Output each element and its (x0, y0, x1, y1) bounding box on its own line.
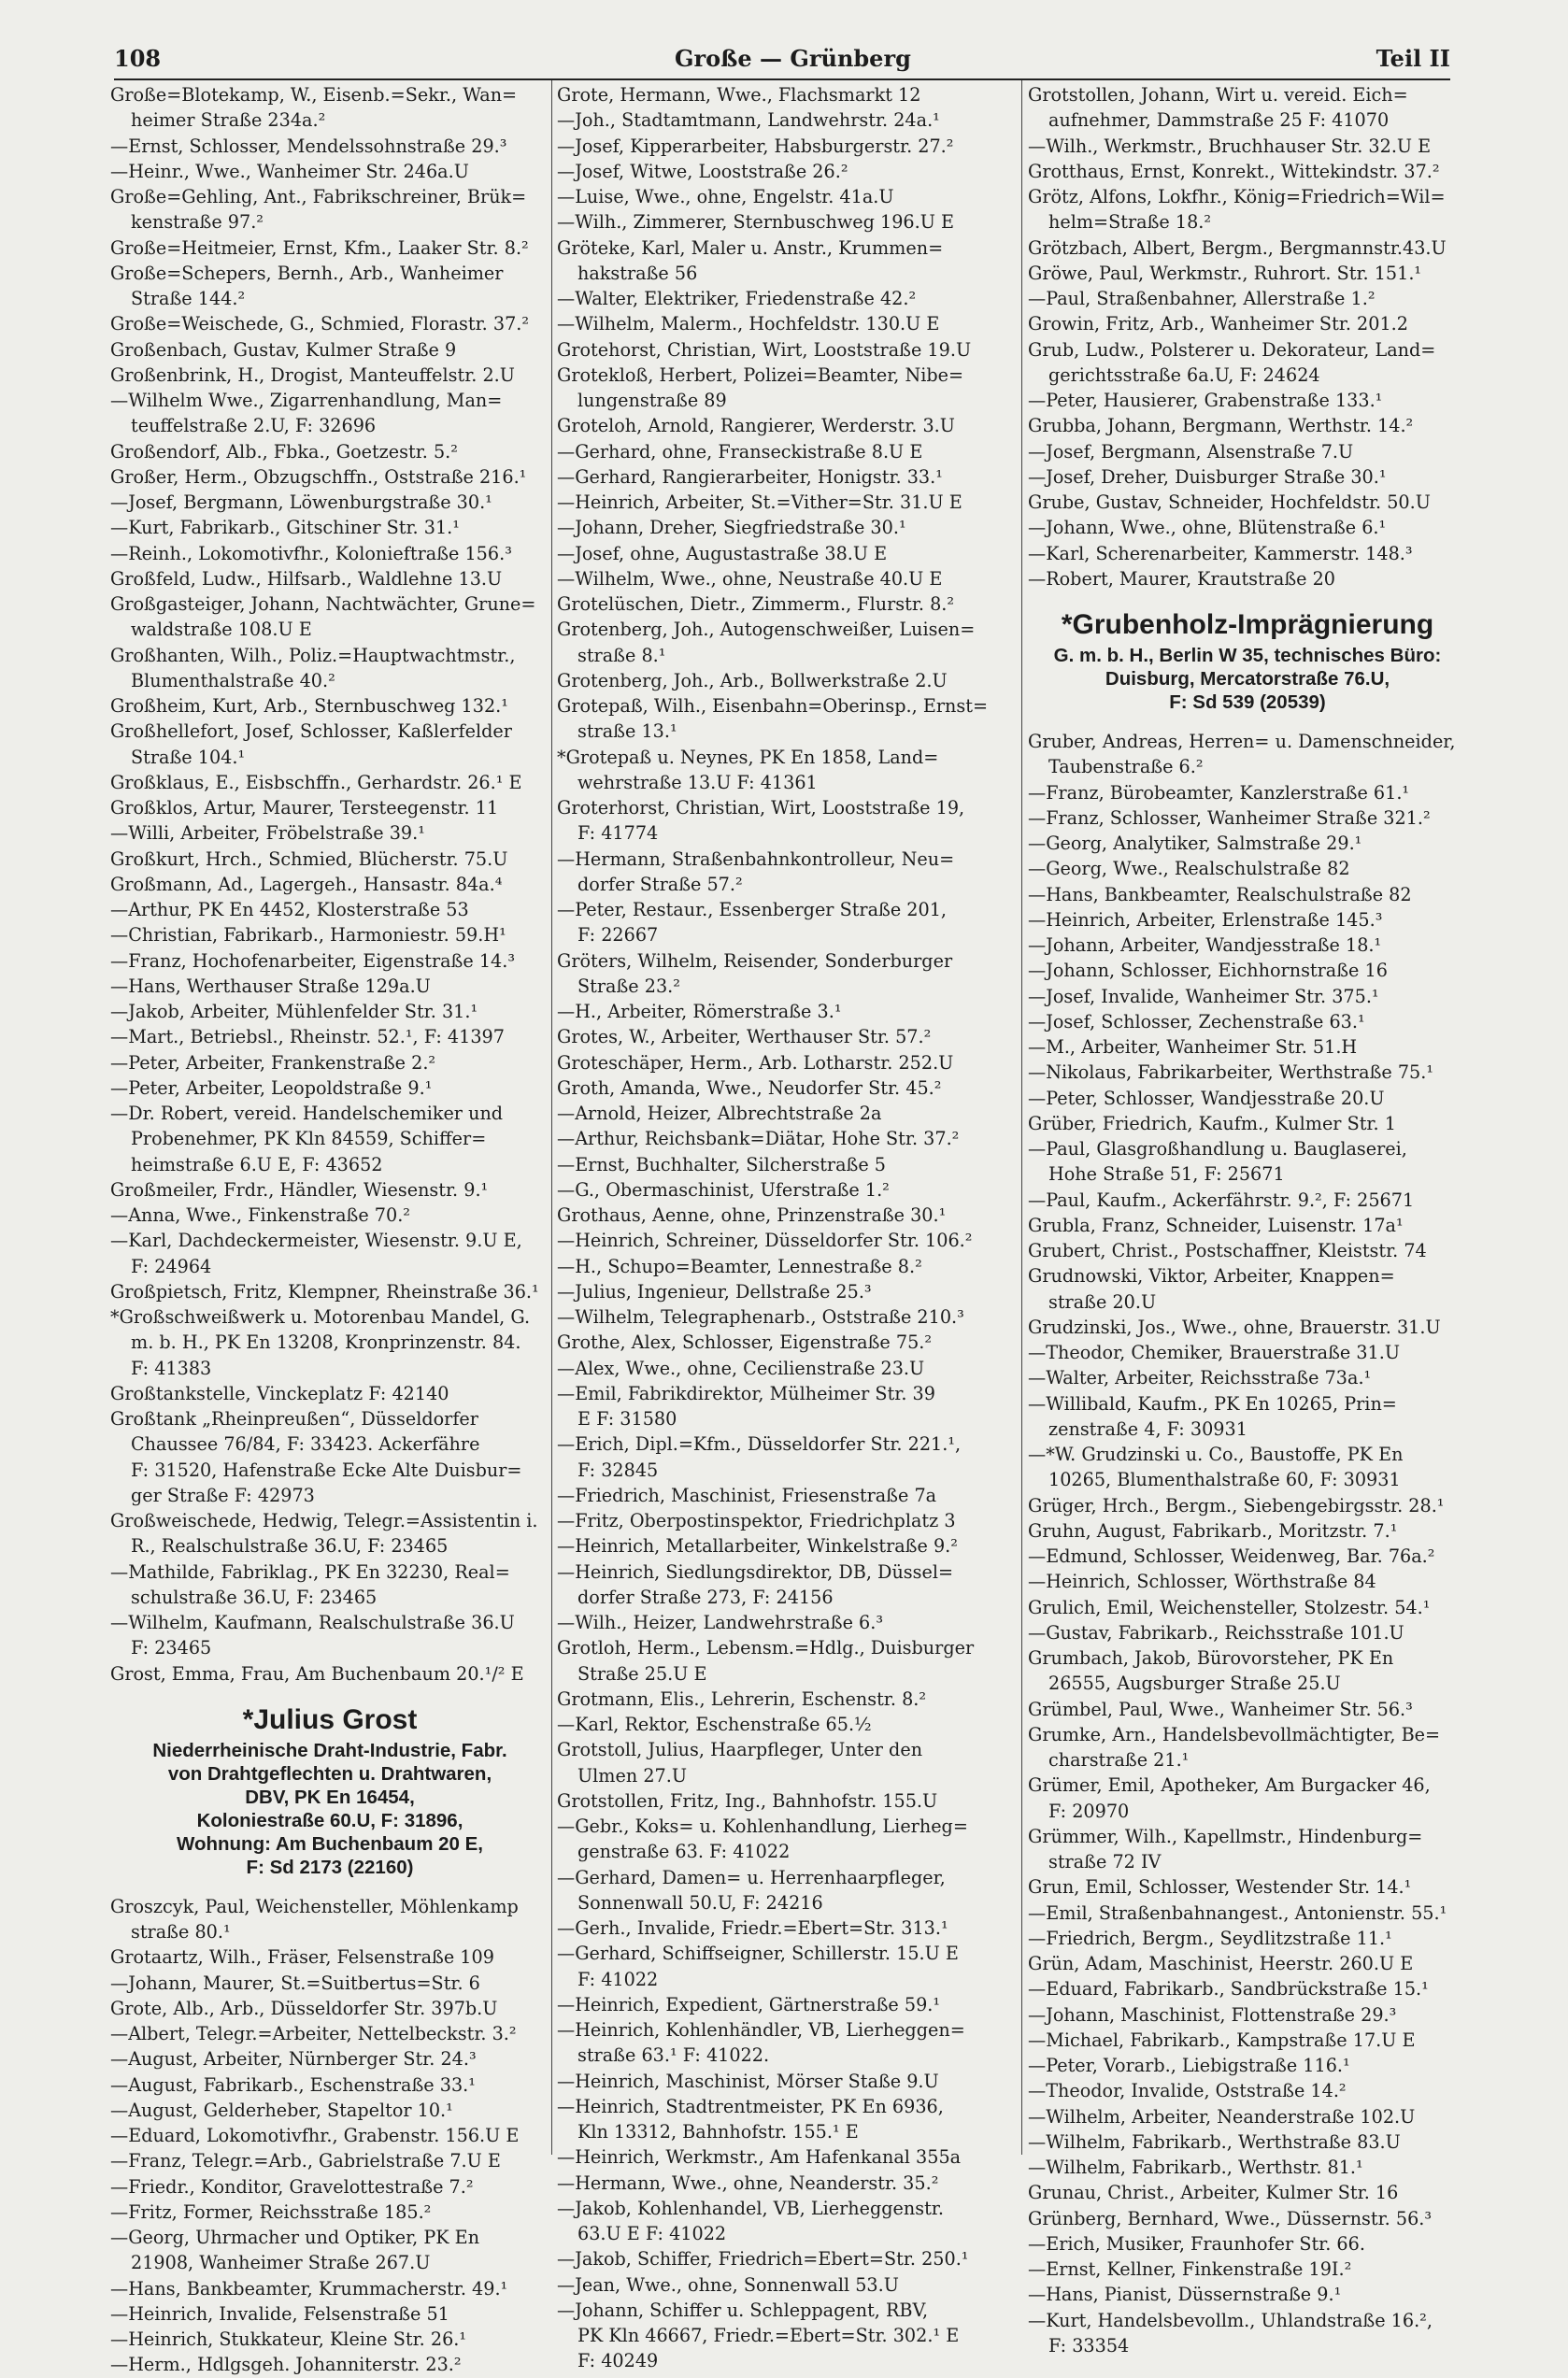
directory-entry: Groteloh, Arnold, Rangierer, Werderstr. 3.U (557, 415, 955, 437)
directory-entry: Großheim, Kurt, Arb., Sternbuschweg 132.¹ (110, 695, 508, 717)
directory-entry: Grubert, Christ., Postschaffner, Kleiststr. 74 (1028, 1240, 1427, 1261)
directory-entry: —Gerhard, Schiffseigner, Schillerstr. 15.U E (557, 1943, 959, 1965)
directory-entry: —Heinrich, Expedient, Gärtnerstraße 59.¹ (557, 1993, 941, 2015)
directory-entry: Grubba, Johann, Bergmann, Werthstr. 14.² (1028, 415, 1414, 437)
directory-entry: —Christian, Fabrikarb., Harmoniestr. 59.H¹ (110, 924, 506, 947)
directory-entry: —H., Arbeiter, Römerstraße 3.¹ (557, 1001, 842, 1022)
directory-entry: —Eduard, Fabrikarb., Sandbrückstraße 15.¹ (1028, 1978, 1429, 2001)
directory-entry: Grotenberg, Joh., Autogenschweißer, Luisen= (557, 619, 976, 641)
directory-entry: —Jakob, Arbeiter, Mühlenfelder Str. 31.¹ (110, 1001, 478, 1022)
directory-entry: kenstraße 97.² (131, 211, 264, 234)
directory-entry: —Heinrich, Arbeiter, St.=Vither=Str. 31.U E (557, 491, 962, 513)
directory-entry: —Johann, Maurer, St.=Suitbertus=Str. 6 (110, 1972, 480, 1994)
directory-entry: Große=Heitmeier, Ernst, Kfm., Laaker Str. 8.² (110, 236, 529, 259)
directory-entry: —Reinh., Lokomotivfhr., Kolonieftraße 156.³ (110, 542, 512, 564)
directory-entry: —Joh., Stadtamtmann, Landwehrstr. 24a.¹ (557, 109, 940, 132)
directory-entry: Grub, Ludw., Polsterer u. Dekorateur, Land= (1028, 338, 1436, 361)
directory-entry: —Wilh., Werkmstr., Bruchhauser Str. 32.U E (1028, 135, 1432, 157)
directory-entry: Große=Weischede, G., Schmied, Florastr. 37.² (110, 313, 530, 335)
directory-entry: 21908, Wanheimer Straße 267.U (131, 2252, 431, 2274)
directory-entry: —Gerhard, ohne, Franseckistraße 8.U E (557, 440, 923, 463)
directory-entry: Grotthaus, Ernst, Konrekt., Wittekindstr. 37.² (1028, 160, 1440, 182)
directory-entry: —Johann, Wwe., ohne, Blütenstraße 6.¹ (1028, 517, 1387, 539)
directory-entry: Grotes, W., Arbeiter, Werthauser Str. 57.² (557, 1026, 932, 1048)
directory-entry: Gröwe, Paul, Werkmstr., Ruhrort. Str. 151.¹ (1028, 262, 1422, 284)
directory-entry: —Franz, Bürobeamter, Kanzlerstraße 61.¹ (1028, 781, 1410, 804)
directory-entry: —H., Schupo=Beamter, Lennestraße 8.² (557, 1255, 922, 1277)
directory-entry: ger Straße F: 42973 (131, 1484, 315, 1506)
directory-entry: —Mathilde, Fabriklag., PK En 32230, Real= (110, 1560, 510, 1583)
directory-entry: waldstraße 108.U E (131, 619, 312, 641)
directory-entry: Grothe, Alex, Schlosser, Eigenstraße 75.² (557, 1331, 933, 1354)
page-header (114, 41, 1450, 75)
directory-entry: E F: 31580 (577, 1408, 677, 1430)
directory-entry: —August, Gelderheber, Stapeltor 10.¹ (110, 2099, 453, 2121)
directory-entry: —Luise, Wwe., ohne, Engelstr. 41a.U (557, 186, 894, 207)
directory-entry: —Theodor, Chemiker, Brauerstraße 31.U (1028, 1342, 1401, 1363)
directory-entry: —Heinrich, Schlosser, Wörthstraße 84 (1028, 1571, 1376, 1593)
directory-entry: —August, Arbeiter, Nürnberger Str. 24.³ (110, 2048, 477, 2071)
directory-entry: F: 40249 (577, 2350, 659, 2372)
directory-entry: —Georg, Uhrmacher und Optiker, PK En (110, 2227, 480, 2248)
directory-entry: F: 33354 (1048, 2334, 1130, 2357)
directory-entry: —Emil, Fabrikdirektor, Mülheimer Str. 39 (557, 1382, 935, 1404)
directory-entry: —Erich, Dipl.=Kfm., Düsseldorfer Str. 221.¹, (557, 1433, 962, 1456)
directory-entry: —Peter, Hausierer, Grabenstraße 133.¹ (1028, 390, 1383, 411)
directory-entry: Straße 23.² (577, 975, 680, 997)
directory-entry: —Paul, Kaufm., Ackerfährstr. 9.², F: 25671 (1028, 1189, 1415, 1211)
advertisement (110, 1687, 549, 1894)
directory-entry: —Josef, Dreher, Duisburger Straße 30.¹ (1028, 465, 1387, 488)
directory-entry: —M., Arbeiter, Wanheimer Str. 51.H (1028, 1036, 1358, 1058)
directory-entry: —Peter, Arbeiter, Frankenstraße 2.² (110, 1051, 436, 1074)
directory-entry: Kln 13312, Bahnhofstr. 155.¹ E (577, 2121, 859, 2143)
directory-entry: Grün, Adam, Maschinist, Heerstr. 260.U E (1028, 1953, 1414, 1974)
directory-entry: Grötzbach, Albert, Bergm., Bergmannstr.43.U (1028, 236, 1447, 259)
directory-entry: —Julius, Ingenieur, Dellstraße 25.³ (557, 1280, 872, 1303)
directory-entry: Großhellefort, Josef, Schlosser, Kaßlerfelder (110, 720, 512, 743)
directory-entry: —Heinrich, Kohlenhändler, VB, Lierheggen= (557, 2019, 965, 2041)
directory-entry: straße 13.¹ (577, 720, 677, 743)
column-3 (1028, 82, 1467, 2358)
directory-entry: *Großschweißwerk u. Motorenbau Mandel, G. (110, 1306, 531, 1328)
advertisement-line: DBV, PK En 16454, (245, 1786, 415, 1808)
directory-entry: —Alex, Wwe., ohne, Cecilienstraße 23.U (557, 1357, 925, 1379)
directory-entry: lungenstraße 89 (577, 390, 727, 411)
directory-entry: Große=Schepers, Bernh., Arb., Wanheimer (110, 262, 504, 284)
directory-entry: schulstraße 36.U, F: 23465 (131, 1586, 378, 1608)
directory-entry: Grünberg, Bernhard, Wwe., Düssernstr. 56.³ (1028, 2207, 1433, 2229)
directory-entry: —Karl, Rektor, Eschenstraße 65.½ (557, 1714, 872, 1735)
directory-entry: charstraße 21.¹ (1048, 1749, 1190, 1771)
directory-entry: —Johann, Dreher, Siegfriedstraße 30.¹ (557, 517, 906, 539)
directory-entry: —Arthur, Reichsbank=Diätar, Hohe Str. 37.² (557, 1128, 960, 1150)
directory-entry: Grotepaß, Wilh., Eisenbahn=Oberinsp., Ernst= (557, 695, 989, 717)
directory-entry: F: 41383 (131, 1357, 212, 1379)
directory-entry: —Josef, Schlosser, Zechenstraße 63.¹ (1028, 1010, 1365, 1032)
directory-entry: —Wilhelm, Malerm., Hochfeldstr. 130.U E (557, 313, 940, 335)
directory-entry: Groteschäper, Herm., Arb. Lotharstr. 252.U (557, 1051, 954, 1074)
directory-entry: heimer Straße 234a.² (131, 109, 326, 132)
directory-entry: F: 24964 (131, 1255, 212, 1277)
directory-entry: *Grotepaß u. Neynes, PK En 1858, Land= (557, 746, 939, 768)
directory-entry: Großhanten, Wilh., Poliz.=Hauptwachtmstr., (110, 644, 516, 666)
directory-entry: —Peter, Restaur., Essenberger Straße 201, (557, 899, 948, 920)
directory-entry: —Heinr., Wwe., Wanheimer Str. 246a.U (110, 160, 469, 182)
directory-entry: Grun, Emil, Schlosser, Westender Str. 14.¹ (1028, 1876, 1412, 1899)
directory-entry: Großklaus, E., Eisbschffn., Gerhardstr. 26.¹ E (110, 771, 522, 793)
directory-entry: Growin, Fritz, Arb., Wanheimer Str. 201.2 (1028, 313, 1408, 335)
directory-entry: —Wilhelm, Telegraphenarb., Oststraße 210.³ (557, 1306, 964, 1328)
directory-entry: —Gerh., Invalide, Friedr.=Ebert=Str. 313.¹ (557, 1917, 948, 1939)
directory-entry: Grulich, Emil, Weichensteller, Stolzestr. 54.¹ (1028, 1596, 1431, 1618)
directory-entry: dorfer Straße 273, F: 24156 (577, 1586, 834, 1608)
directory-entry: PK Kln 46667, Friedr.=Ebert=Str. 302.¹ E (577, 2325, 960, 2346)
directory-entry: —Edmund, Schlosser, Weidenweg, Bar. 76a.² (1028, 1545, 1435, 1567)
directory-entry: straße 80.¹ (131, 1921, 231, 1943)
directory-entry: —Hans, Pianist, Düssernstraße 9.¹ (1028, 2284, 1342, 2306)
directory-entry: —Arnold, Heizer, Albrechtstraße 2a (557, 1103, 882, 1124)
directory-entry: dorfer Straße 57.² (577, 873, 743, 895)
directory-entry: —Peter, Vorarb., Liebigstraße 116.¹ (1028, 2055, 1350, 2076)
directory-entry: Hohe Straße 51, F: 25671 (1048, 1163, 1285, 1186)
directory-entry: Grudzinski, Jos., Wwe., ohne, Brauerstr. 31.U (1028, 1316, 1441, 1338)
directory-entry: —Ernst, Kellner, Finkenstraße 19I.² (1028, 2258, 1352, 2280)
directory-entry: Gröters, Wilhelm, Reisender, Sonderburger (557, 949, 953, 972)
directory-entry: —August, Fabrikarb., Eschenstraße 33.¹ (110, 2073, 476, 2096)
directory-entry: —Walter, Elektriker, Friedenstraße 42.² (557, 288, 917, 309)
advertisement-line: F: Sd 2173 (22160) (246, 1856, 414, 1878)
directory-entry: —Wilhelm, Fabrikarb., Werthstraße 83.U (1028, 2130, 1401, 2153)
directory-entry: Grubla, Franz, Schneider, Luisenstr. 17a¹ (1028, 1214, 1404, 1236)
directory-entry: Grotstollen, Johann, Wirt u. vereid. Eich= (1028, 84, 1408, 106)
directory-entry: —Wilh., Zimmerer, Sternbuschweg 196.U E (557, 211, 954, 234)
directory-entry: Grube, Gustav, Schneider, Hochfeldstr. 50.U (1028, 491, 1431, 513)
directory-entry: 63.U E F: 41022 (577, 2223, 727, 2244)
directory-entry: wehrstraße 13.U F: 41361 (577, 771, 818, 793)
directory-entry: gerichtsstraße 6a.U, F: 24624 (1048, 363, 1320, 386)
directory-entry: Großkurt, Hrch., Schmied, Blücherstr. 75.U (110, 847, 508, 870)
directory-entry: Blumenthalstraße 40.² (131, 669, 335, 691)
directory-entry: helm=Straße 18.² (1048, 211, 1212, 234)
directory-entry: —Franz, Telegr.=Arb., Gabrielstraße 7.U E (110, 2150, 501, 2172)
directory-entry: —Albert, Telegr.=Arbeiter, Nettelbeckstr. 3.² (110, 2023, 517, 2044)
directory-entry: —Walter, Arbeiter, Reichsstraße 73a.¹ (1028, 1367, 1372, 1389)
directory-entry: —Jakob, Kohlenhandel, VB, Lierheggenstr. (557, 2197, 944, 2219)
directory-entry: —Wilh., Heizer, Landwehrstraße 6.³ (557, 1612, 884, 1633)
directory-entry: Grudnowski, Viktor, Arbeiter, Knappen= (1028, 1265, 1395, 1288)
directory-entry: —Wilhelm, Arbeiter, Neanderstraße 102.U (1028, 2105, 1416, 2128)
directory-entry: Gröteke, Karl, Maler u. Anstr., Krummen= (557, 236, 944, 259)
directory-entry: Großfeld, Ludw., Hilfsarb., Waldlehne 13.U (110, 567, 503, 590)
directory-entry: —Franz, Hochofenarbeiter, Eigenstraße 14.³ (110, 949, 516, 972)
directory-entry: —Gustav, Fabrikarb., Reichsstraße 101.U (1028, 1621, 1404, 1644)
directory-entry: —Gerhard, Damen= u. Herrenhaarpfleger, (557, 1866, 946, 1888)
advertisement-line: von Drahtgeflechten u. Drahtwaren, (167, 1762, 492, 1785)
directory-entry: Grüber, Friedrich, Kaufm., Kulmer Str. 1 (1028, 1112, 1396, 1134)
directory-entry: Grotenberg, Joh., Arb., Bollwerkstraße 2.U (557, 669, 948, 691)
directory-entry: —Wilhelm, Kaufmann, Realschulstraße 36.U (110, 1612, 515, 1633)
directory-entry: straße 72 IV (1048, 1851, 1162, 1872)
page-part: Teil II (1376, 45, 1450, 72)
directory-entry: Grotstoll, Julius, Haarpfleger, Unter den (557, 1739, 923, 1761)
directory-entry: —Robert, Maurer, Krautstraße 20 (1028, 567, 1336, 590)
advertisement-line: Duisburg, Mercatorstraße 76.U, (1105, 668, 1390, 690)
directory-entry: Grötz, Alfons, Lokfhr., König=Friedrich=Wil= (1028, 186, 1446, 207)
directory-entry: Großenbrink, H., Drogist, Manteuffelstr. 2.U (110, 363, 515, 386)
directory-entry: Großenbach, Gustav, Kulmer Straße 9 (110, 338, 457, 361)
column-divider (551, 80, 552, 2155)
directory-entry: —Josef, Bergmann, Löwenburgstraße 30.¹ (110, 491, 492, 513)
directory-entry: —Michael, Fabrikarb., Kampstraße 17.U E (1028, 2029, 1416, 2051)
directory-entry: —Karl, Scherenarbeiter, Kammerstr. 148.³ (1028, 542, 1413, 564)
directory-entry: Grümmer, Wilh., Kapellmstr., Hindenburg= (1028, 1825, 1423, 1847)
directory-entry: Grumke, Arn., Handelsbevollmächtigter, Be= (1028, 1723, 1441, 1745)
directory-entry: —Erich, Musiker, Fraunhofer Str. 66. (1028, 2232, 1365, 2255)
directory-entry: —Josef, Kipperarbeiter, Habsburgerstr. 27.² (557, 135, 954, 157)
directory-entry: —Hans, Werthauser Straße 129a.U (110, 975, 431, 997)
directory-entry: Taubenstraße 6.² (1048, 756, 1204, 778)
directory-entry: —Gebr., Koks= u. Kohlenhandlung, Lierheg= (557, 1816, 968, 1837)
directory-entry: Grote, Alb., Arb., Düsseldorfer Str. 397b.U (110, 1997, 498, 2019)
directory-entry: Groszcyk, Paul, Weichensteller, Möhlenkamp (110, 1895, 519, 1917)
directory-entry: straße 63.¹ F: 41022. (577, 2044, 770, 2067)
directory-entry: —Heinrich, Werkmstr., Am Hafenkanal 355a (557, 2146, 962, 2169)
directory-entry: —Friedr., Konditor, Gravelottestraße 7.² (110, 2175, 474, 2198)
directory-entry: —Gerhard, Rangierarbeiter, Honigstr. 33.¹ (557, 465, 943, 488)
directory-entry: zenstraße 4, F: 30931 (1048, 1417, 1247, 1440)
directory-entry: 10265, Blumenthalstraße 60, F: 30931 (1048, 1469, 1401, 1491)
directory-entry: Grunau, Christ., Arbeiter, Kulmer Str. 16 (1028, 2182, 1399, 2204)
directory-entry: —Josef, Bergmann, Alsenstraße 7.U (1028, 440, 1354, 463)
directory-entry: Großendorf, Alb., Fbka., Goetzestr. 5.² (110, 440, 458, 463)
directory-entry: Grotloh, Herm., Lebensm.=Hdlg., Duisburger (557, 1637, 975, 1659)
directory-entry: —Hans, Bankbeamter, Krummacherstr. 49.¹ (110, 2277, 508, 2300)
directory-entry: —Heinrich, Maschinist, Mörser Staße 9.U (557, 2070, 939, 2092)
directory-entry: Großweischede, Hedwig, Telegr.=Assistentin i. (110, 1510, 538, 1531)
advertisement-line: Koloniestraße 60.U, F: 31896, (196, 1809, 463, 1831)
directory-entry: —Jakob, Schiffer, Friedrich=Ebert=Str. 250.¹ (557, 2248, 969, 2271)
advertisement-line: G. m. b. H., Berlin W 35, technisches Büro: (1053, 645, 1442, 666)
directory-entry: Gruhn, August, Fabrikarb., Moritzstr. 7.¹ (1028, 1519, 1398, 1542)
directory-entry: 26555, Augsburger Straße 25.U (1048, 1673, 1341, 1695)
directory-entry: Straße 25.U E (577, 1662, 707, 1685)
directory-entry: Großmann, Ad., Lagergeh., Hansastr. 84a.⁴ (110, 873, 503, 895)
directory-entry: F: 22667 (577, 924, 659, 947)
directory-entry: m. b. H., PK En 13208, Kronprinzenstr. 84. (131, 1331, 521, 1354)
directory-entry: Grotelüschen, Dietr., Zimmerm., Flurstr. 8.² (557, 593, 955, 615)
advertisement (1028, 591, 1467, 729)
directory-entry: Grotmann, Elis., Lehrerin, Eschenstr. 8.² (557, 1687, 927, 1710)
directory-entry: —Heinrich, Siedlungsdirektor, DB, Düssel= (557, 1560, 954, 1583)
directory-entry: Grümbel, Paul, Wwe., Wanheimer Str. 56.³ (1028, 1698, 1413, 1720)
advertisement-title: *Grubenholz-Imprägnierung (1061, 609, 1434, 640)
directory-entry: —Hermann, Wwe., ohne, Neanderstr. 35.² (557, 2172, 939, 2194)
directory-entry: —Peter, Schlosser, Wandjesstraße 20.U (1028, 1087, 1385, 1109)
directory-entry: —Josef, ohne, Augustastraße 38.U E (557, 542, 888, 564)
directory-entry: —Eduard, Lokomotivfhr., Grabenstr. 156.U E (110, 2125, 520, 2146)
directory-entry: Probenehmer, PK Kln 84559, Schiffer= (131, 1128, 487, 1150)
directory-entry: —Paul, Glasgroßhandlung u. Bauglaserei, (1028, 1138, 1407, 1160)
directory-entry: Gruber, Andreas, Herren= u. Damenschneider, (1028, 731, 1456, 752)
directory-entry: —Wilhelm, Wwe., ohne, Neustraße 40.U E (557, 567, 943, 590)
directory-entry: Grotaartz, Wilh., Fräser, Felsenstraße 109 (110, 1946, 494, 1969)
directory-entry: —Paul, Straßenbahner, Allerstraße 1.² (1028, 288, 1376, 309)
directory-entry: —Johann, Maschinist, Flottenstraße 29.³ (1028, 2003, 1397, 2026)
directory-entry: —Peter, Arbeiter, Leopoldstraße 9.¹ (110, 1076, 433, 1099)
directory-entry: —Friedrich, Maschinist, Friesenstraße 7a (557, 1484, 937, 1506)
directory-entry: hakstraße 56 (577, 262, 698, 284)
directory-entry: —Heinrich, Arbeiter, Erlenstraße 145.³ (1028, 908, 1383, 931)
directory-entry: —Wilhelm Wwe., Zigarrenhandlung, Man= (110, 390, 503, 411)
directory-entry: —Heinrich, Stukkateur, Kleine Str. 26.¹ (110, 2328, 467, 2350)
directory-entry: straße 20.U (1048, 1290, 1157, 1313)
directory-entry: —Heinrich, Invalide, Felsenstraße 51 (110, 2302, 449, 2325)
directory-entry: heimstraße 6.U E, F: 43652 (131, 1153, 383, 1175)
column-2 (557, 82, 996, 2374)
directory-entry: —Heinrich, Metallarbeiter, Winkelstraße 9.² (557, 1535, 958, 1558)
directory-entry: Grüger, Hrch., Bergm., Siebengebirgsstr. 28.¹ (1028, 1494, 1445, 1517)
directory-entry: —*W. Grudzinski u. Co., Baustoffe, PK En (1028, 1444, 1404, 1465)
directory-entry: Sonnenwall 50.U, F: 24216 (577, 1891, 823, 1914)
directory-entry: Grümer, Emil, Apotheker, Am Burgacker 46, (1028, 1774, 1431, 1797)
directory-entry: —Heinrich, Stadtrentmeister, PK En 6936, (557, 2095, 944, 2117)
directory-entry: F: 41774 (577, 822, 659, 845)
directory-entry: —Georg, Analytiker, Salmstraße 29.¹ (1028, 833, 1362, 854)
directory-entry: Chaussee 76/84, F: 33423. Ackerfähre (131, 1433, 480, 1456)
directory-entry: F: 31520, Hafenstraße Ecke Alte Duisbur= (131, 1459, 522, 1481)
directory-entry: —G., Obermaschinist, Uferstraße 1.² (557, 1178, 890, 1201)
page-number: 108 (114, 45, 162, 72)
directory-entry: —Herm., Hdlgsgeh. Johanniterstr. 23.² (110, 2354, 462, 2376)
directory-entry: —Hermann, Straßenbahnkontrolleur, Neu= (557, 847, 955, 870)
directory-entry: —Georg, Wwe., Realschulstraße 82 (1028, 858, 1350, 880)
column-1 (110, 82, 549, 2378)
directory-entry: Straße 144.² (131, 288, 246, 309)
directory-entry: —Johann, Schiffer u. Schleppagent, RBV, (557, 2299, 929, 2321)
page-range: Große — Grünberg (675, 45, 911, 72)
advertisement-line: Niederrheinische Draht-Industrie, Fabr. (152, 1739, 507, 1761)
directory-entry: Grotstollen, Fritz, Ing., Bahnhofstr. 155.U (557, 1789, 938, 1812)
directory-entry: —Ernst, Schlosser, Mendelssohnstraße 29.³ (110, 135, 507, 157)
advertisement-title: *Julius Grost (242, 1703, 418, 1735)
directory-entry: Ulmen 27.U (577, 1764, 687, 1787)
directory-entry: —Kurt, Handelsbevollm., Uhlandstraße 16.², (1028, 2309, 1433, 2331)
directory-entry: Großklos, Artur, Maurer, Tersteegenstr. 11 (110, 797, 499, 819)
directory-entry: Großpietsch, Fritz, Klempner, Rheinstraße 36.¹ (110, 1280, 539, 1303)
directory-entry: —Jean, Wwe., ohne, Sonnenwall 53.U (557, 2273, 899, 2296)
directory-entry: —Karl, Dachdeckermeister, Wiesenstr. 9.U E, (110, 1230, 522, 1252)
directory-entry: —Theodor, Invalide, Oststraße 14.² (1028, 2080, 1347, 2102)
directory-entry: —Friedrich, Bergm., Seydlitzstraße 11.¹ (1028, 1927, 1392, 1949)
directory-entry: —Josef, Invalide, Wanheimer Str. 375.¹ (1028, 985, 1379, 1007)
directory-entry: —Willibald, Kaufm., PK En 10265, Prin= (1028, 1392, 1397, 1415)
directory-entry: —Kurt, Fabrikarb., Gitschiner Str. 31.¹ (110, 517, 460, 539)
directory-entry: Große=Blotekamp, W., Eisenb.=Sekr., Wan= (110, 84, 518, 106)
directory-entry: —Heinrich, Schreiner, Düsseldorfer Str. 106.² (557, 1230, 973, 1252)
directory-entry: Grote, Hermann, Wwe., Flachsmarkt 12 (557, 84, 921, 106)
directory-entry: Grothaus, Aenne, ohne, Prinzenstraße 30.¹ (557, 1204, 947, 1226)
directory-entry: F: 20970 (1048, 1800, 1130, 1822)
directory-entry: —Dr. Robert, vereid. Handelschemiker und (110, 1103, 504, 1124)
directory-entry: —Arthur, PK En 4452, Klosterstraße 53 (110, 899, 469, 920)
directory-entry: Grotekloß, Herbert, Polizei=Beamter, Nibe= (557, 363, 964, 386)
directory-entry: teuffelstraße 2.U, F: 32696 (131, 415, 377, 437)
directory-entry: —Wilhelm, Fabrikarb., Werthstr. 81.¹ (1028, 2157, 1363, 2178)
directory-entry: F: 23465 (131, 1637, 212, 1659)
directory-entry: Straße 104.¹ (131, 746, 246, 768)
advertisement-line: F: Sd 539 (20539) (1169, 691, 1326, 713)
directory-entry: —Johann, Schlosser, Eichhornstraße 16 (1028, 960, 1388, 982)
directory-entry: Grotehorst, Christian, Wirt, Looststraße 19.U (557, 338, 972, 361)
directory-entry: —Willi, Arbeiter, Fröbelstraße 39.¹ (110, 822, 425, 845)
directory-entry: aufnehmer, Dammstraße 25 F: 41070 (1048, 109, 1390, 132)
directory-entry: F: 32845 (577, 1459, 659, 1481)
directory-entry: —Fritz, Former, Reichsstraße 185.² (110, 2200, 432, 2223)
directory-entry: Große=Gehling, Ant., Fabrikschreiner, Brük= (110, 186, 527, 207)
directory-entry: Groth, Amanda, Wwe., Neudorfer Str. 45.² (557, 1076, 942, 1099)
advertisement-line: Wohnung: Am Buchenbaum 20 E, (176, 1832, 483, 1855)
directory-entry: Grumbach, Jakob, Bürovorsteher, PK En (1028, 1647, 1394, 1669)
directory-entry: —Johann, Arbeiter, Wandjesstraße 18.¹ (1028, 934, 1382, 956)
directory-entry: —Emil, Straßenbahnangest., Antonienstr. 55.¹ (1028, 1901, 1447, 1924)
directory-entry: —Mart., Betriebsl., Rheinstr. 52.¹, F: 41397 (110, 1026, 505, 1048)
column-divider (1021, 80, 1022, 2155)
directory-entry: straße 8.¹ (577, 644, 666, 666)
header-rule (114, 78, 1450, 80)
directory-entry: —Anna, Wwe., Finkenstraße 70.² (110, 1204, 410, 1226)
directory-entry: —Fritz, Oberpostinspektor, Friedrichplatz 3 (557, 1510, 956, 1531)
directory-entry: Großgasteiger, Johann, Nachtwächter, Grune= (110, 593, 536, 615)
directory-entry: Grost, Emma, Frau, Am Buchenbaum 20.¹/² E (110, 1662, 524, 1685)
directory-entry: —Nikolaus, Fabrikarbeiter, Werthstraße 75.¹ (1028, 1061, 1434, 1084)
directory-entry: —Ernst, Buchhalter, Silcherstraße 5 (557, 1153, 886, 1175)
directory-entry: R., Realschulstraße 36.U, F: 23465 (131, 1535, 449, 1558)
directory-entry: Großtankstelle, Vinckeplatz F: 42140 (110, 1382, 449, 1404)
directory-entry: Großmeiler, Frdr., Händler, Wiesenstr. 9.¹ (110, 1178, 489, 1201)
directory-entry: genstraße 63. F: 41022 (577, 1841, 791, 1863)
directory-entry: —Franz, Schlosser, Wanheimer Straße 321.² (1028, 806, 1431, 829)
directory-entry: —Josef, Witwe, Looststraße 26.² (557, 160, 848, 182)
directory-entry: —Hans, Bankbeamter, Realschulstraße 82 (1028, 883, 1412, 905)
directory-entry: Groterhorst, Christian, Wirt, Looststraße 19, (557, 797, 965, 819)
directory-entry: F: 41022 (577, 1968, 659, 1990)
directory-entry: Großtank „Rheinpreußen“, Düsseldorfer (110, 1408, 478, 1430)
directory-entry: Großer, Herm., Obzugschffn., Oststraße 216.¹ (110, 465, 527, 488)
